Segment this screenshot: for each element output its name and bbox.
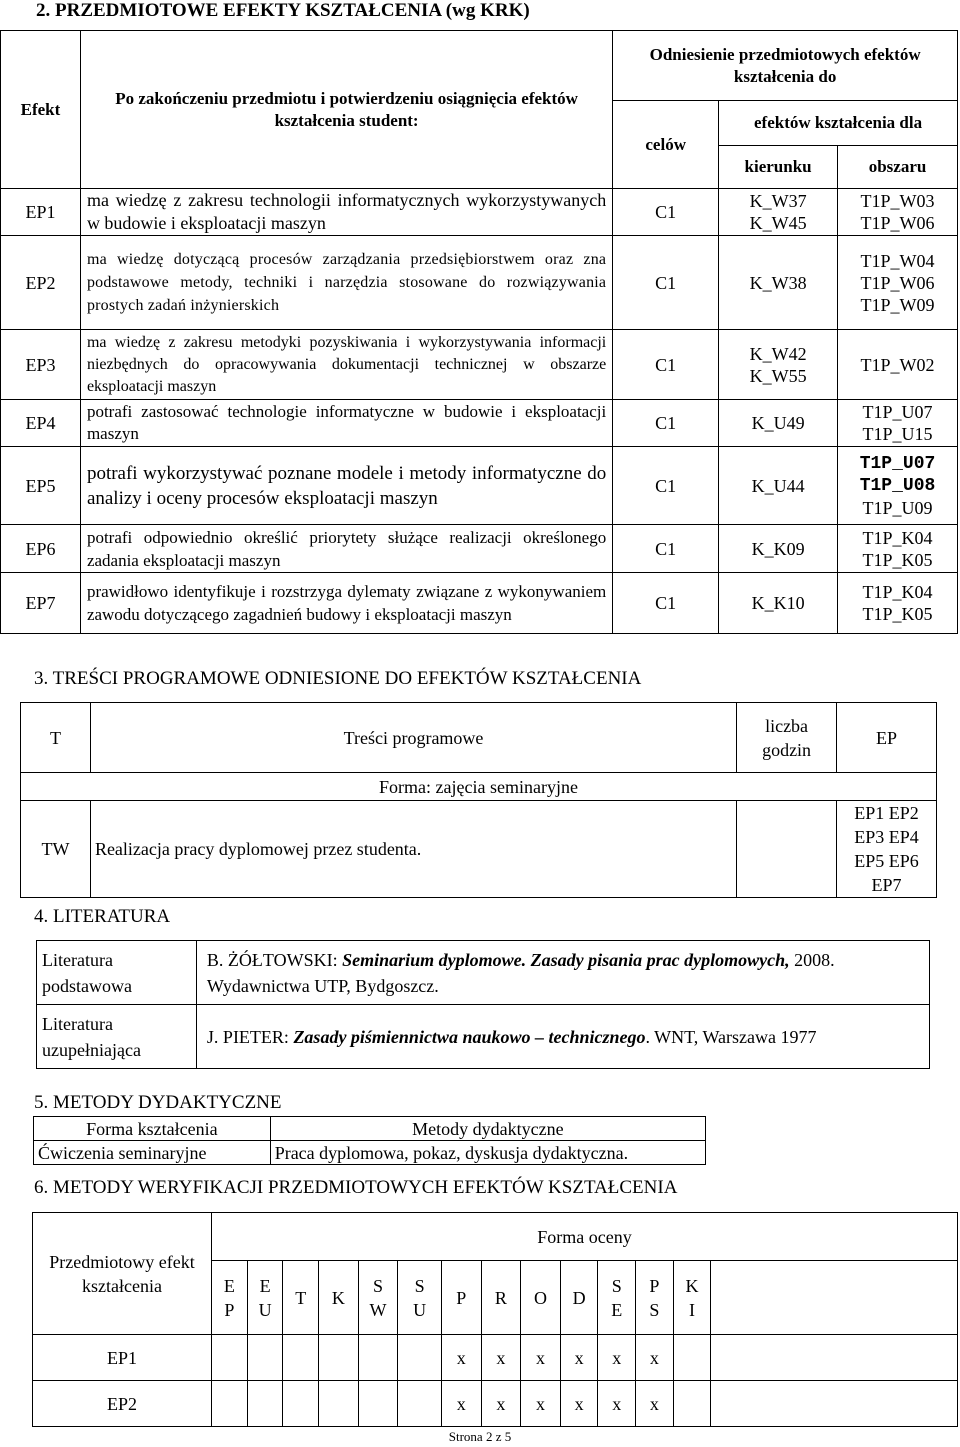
header-t: T (21, 703, 91, 773)
code-value: K_W38 (749, 272, 807, 293)
assessment-column-header: S E (598, 1261, 636, 1335)
header-celow: celów (613, 101, 719, 189)
effect-code: EP3 (1, 330, 81, 400)
verification-body (33, 1213, 958, 1427)
metody-value: Praca dyplomowa, pokaz, dyskusja dydaktyczna. (270, 1141, 705, 1165)
effect-obszar (838, 400, 958, 447)
verification-table (32, 1212, 958, 1427)
row-tw-ep: EP1 EP2 EP3 EP4 EP5 EP6 EP7 (837, 801, 937, 898)
effect-description: ma wiedzę z zakresu metodyki pozyskiwania i wykorzystywania informacji niezbędnych do opracowywania dokumentacji technicznej w obszarze eksploatacji maszyn (80, 330, 612, 400)
effect-obszar (838, 573, 958, 634)
header-efekt: Efekt (1, 31, 81, 189)
code-value: T1P_K04 (862, 527, 933, 548)
effect-cel: C1 (613, 189, 719, 236)
assessment-column-header: T (283, 1261, 319, 1335)
effect-kierunek (719, 573, 838, 634)
row-tw-hours (737, 801, 837, 898)
effect-description: potrafi odpowiednio określić priorytety służące realizacji określonego zadania eksploatacji maszyn (80, 525, 612, 573)
verification-mark (247, 1335, 283, 1381)
verification-mark (358, 1335, 398, 1381)
verification-mark (398, 1381, 442, 1427)
row-tw-text: Realizacja pracy dyplomowej przez studenta. (90, 801, 736, 898)
verification-mark: x (441, 1381, 481, 1427)
code-value: T1P_K04 (862, 582, 933, 602)
effect-row (1, 525, 958, 573)
effects-table (0, 30, 958, 634)
code-value: T1P_W04 (860, 250, 935, 271)
effect-row (1, 330, 958, 400)
effect-cel: C1 (613, 447, 719, 525)
effect-code: EP1 (1, 189, 81, 236)
code-value: T1P_W06 (860, 213, 935, 233)
header-forma-oceny: Forma oceny (212, 1213, 958, 1261)
verification-mark: x (521, 1381, 561, 1427)
effect-description: prawidłowo identyfikuje i rozstrzyga dylematy związane z wykonywaniem zawodu dotyczącego zagadnień budowy i eksploatacji maszyn (80, 573, 612, 634)
empty-header-cell (711, 1261, 958, 1335)
header-obszaru: obszaru (838, 146, 958, 189)
assessment-column-header: E P (212, 1261, 248, 1335)
code-value: T1P_W06 (860, 272, 935, 293)
verification-mark (673, 1335, 711, 1381)
header-forma-ksztalcenia: Forma kształcenia (34, 1117, 271, 1141)
forma-row: Forma: zajęcia seminaryjne (21, 773, 937, 801)
header-kierunku: kierunku (719, 146, 838, 189)
effect-kierunek (719, 236, 838, 330)
verification-mark: x (636, 1381, 674, 1427)
section-3-title: 3. TREŚCI PROGRAMOWE ODNIESIONE DO EFEKTÓW KSZTAŁCENIA (34, 668, 642, 689)
effect-row (1, 447, 958, 525)
assessment-column-header: D (560, 1261, 598, 1335)
verification-mark (358, 1381, 398, 1427)
didactic-methods-table (33, 1116, 706, 1165)
effect-cel: C1 (613, 525, 719, 573)
verification-mark (673, 1381, 711, 1427)
effect-code: EP6 (1, 525, 81, 573)
header-przedmiotowy-efekt: Przedmiotowy efekt kształcenia (33, 1213, 212, 1335)
assessment-column-header: O (521, 1261, 561, 1335)
assessment-column-header: P S (636, 1261, 674, 1335)
code-value: K_U44 (751, 475, 805, 496)
effect-kierunek (719, 330, 838, 400)
verification-row (33, 1381, 958, 1427)
effect-obszar (838, 236, 958, 330)
effect-kierunek (719, 525, 838, 573)
verification-mark (398, 1335, 442, 1381)
literature-table (36, 940, 930, 1069)
verification-row (33, 1335, 958, 1381)
code-value: T1P_K05 (862, 604, 933, 624)
effect-kierunek (719, 447, 838, 525)
effect-description: potrafi zastosować technologie informatyczne w budowie i eksploatacji maszyn (80, 400, 612, 447)
code-value: K_W55 (749, 365, 807, 386)
header-odniesienie: Odniesienie przedmiotowych efektów kształcenia do (613, 31, 958, 101)
effect-code: EP4 (1, 400, 81, 447)
effect-row (1, 236, 958, 330)
effect-description: potrafi wykorzystywać poznane modele i metody informatyczne do analizy i oceny procesów eksploatacji maszyn (80, 447, 612, 525)
literature-extra-entry: J. PIETER: Zasady piśmiennictwa naukowo – technicznego. WNT, Warszawa 1977 (196, 1005, 929, 1069)
verification-mark: x (441, 1335, 481, 1381)
section-2-title: 2. PRZEDMIOTOWE EFEKTY KSZTAŁCENIA (wg KRK) (36, 0, 530, 21)
page-footer: Strona 2 z 5 (448, 1429, 512, 1444)
header-efekty-dla: efektów kształcenia dla (719, 101, 958, 146)
verification-mark: x (598, 1381, 636, 1427)
empty-cell (711, 1335, 958, 1381)
effect-description: ma wiedzę dotyczącą procesów zarządzania przedsiębiorstwem oraz zna podstawowe metody, techniki i narzędzia stosowane do rozwiązywania prostych zadań inżynierskich (80, 236, 612, 330)
effect-cel: C1 (613, 236, 719, 330)
code-value: T1P_W03 (860, 191, 935, 211)
effects-body (1, 189, 958, 634)
assessment-column-header: E U (247, 1261, 283, 1335)
verification-mark: x (560, 1381, 598, 1427)
verification-effect: EP1 (33, 1335, 212, 1381)
effect-kierunek (719, 400, 838, 447)
code-value: K_K10 (751, 593, 805, 613)
verification-mark: x (560, 1335, 598, 1381)
code-value: T1P_U15 (862, 424, 933, 444)
effect-code: EP7 (1, 573, 81, 634)
header-metody: Metody dydaktyczne (270, 1117, 705, 1141)
verification-mark (319, 1381, 359, 1427)
verification-mark (283, 1381, 319, 1427)
assessment-column-header: S W (358, 1261, 398, 1335)
code-value: T1P_W02 (860, 354, 935, 375)
verification-mark: x (598, 1335, 636, 1381)
assessment-column-header: P (441, 1261, 481, 1335)
section-5-title: 5. METODY DYDAKTYCZNE (34, 1092, 282, 1113)
code-value: K_W45 (749, 213, 807, 233)
verification-mark: x (481, 1335, 521, 1381)
assessment-column-header: S U (398, 1261, 442, 1335)
verification-effect: EP2 (33, 1381, 212, 1427)
verification-mark (212, 1335, 248, 1381)
header-ep: EP (837, 703, 937, 773)
effect-cel: C1 (613, 400, 719, 447)
effect-kierunek (719, 189, 838, 236)
assessment-column-header: K I (673, 1261, 711, 1335)
effect-obszar (838, 189, 958, 236)
literature-basic-entry: B. ŻÓŁTOWSKI: Seminarium dyplomowe. Zasady pisania prac dyplomowych, 2008. Wydawnictwa UTP, Bydgoszcz. (196, 941, 929, 1005)
code-value: T1P_U07 (859, 453, 936, 474)
effect-code: EP2 (1, 236, 81, 330)
header-liczba-godzin: liczba godzin (737, 703, 837, 773)
effect-obszar (838, 330, 958, 400)
assessment-column-header: R (481, 1261, 521, 1335)
section-6-title: 6. METODY WERYFIKACJI PRZEDMIOTOWYCH EFEKTÓW KSZTAŁCENIA (34, 1177, 678, 1198)
effect-row (1, 573, 958, 634)
empty-cell (711, 1381, 958, 1427)
assessment-column-header: K (319, 1261, 359, 1335)
effect-row (1, 400, 958, 447)
verification-mark (283, 1335, 319, 1381)
code-value: T1P_U09 (862, 497, 933, 518)
verification-mark (247, 1381, 283, 1427)
forma-value: Ćwiczenia seminaryjne (34, 1141, 271, 1165)
effect-row (1, 189, 958, 236)
verification-mark: x (521, 1335, 561, 1381)
effect-cel: C1 (613, 330, 719, 400)
effect-description: ma wiedzę z zakresu technologii informatycznych wykorzystywanych w budowie i eksploatacji maszyn (80, 189, 612, 236)
program-content-table (20, 702, 937, 898)
verification-mark: x (636, 1335, 674, 1381)
literature-basic-label: Literatura podstawowa (37, 941, 197, 1005)
code-value: K_K09 (751, 538, 805, 559)
header-description: Po zakończeniu przedmiotu i potwierdzeniu osiągnięcia efektów kształcenia student: (80, 31, 612, 189)
code-value: K_U49 (751, 413, 805, 433)
row-tw: TW (21, 801, 91, 898)
effect-cel: C1 (613, 573, 719, 634)
code-value: T1P_K05 (862, 549, 933, 570)
code-value: T1P_U08 (859, 475, 936, 496)
code-value: K_W42 (749, 343, 807, 364)
code-value: T1P_U07 (862, 402, 933, 422)
code-value: T1P_W09 (860, 294, 935, 315)
section-4-title: 4. LITERATURA (34, 906, 171, 927)
effect-obszar (838, 525, 958, 573)
effect-code: EP5 (1, 447, 81, 525)
literature-extra-label: Literatura uzupełniająca (37, 1005, 197, 1069)
verification-mark: x (481, 1381, 521, 1427)
header-tresci: Treści programowe (90, 703, 736, 773)
verification-mark (212, 1381, 248, 1427)
effect-obszar (838, 447, 958, 525)
verification-mark (319, 1335, 359, 1381)
code-value: K_W37 (749, 191, 807, 211)
